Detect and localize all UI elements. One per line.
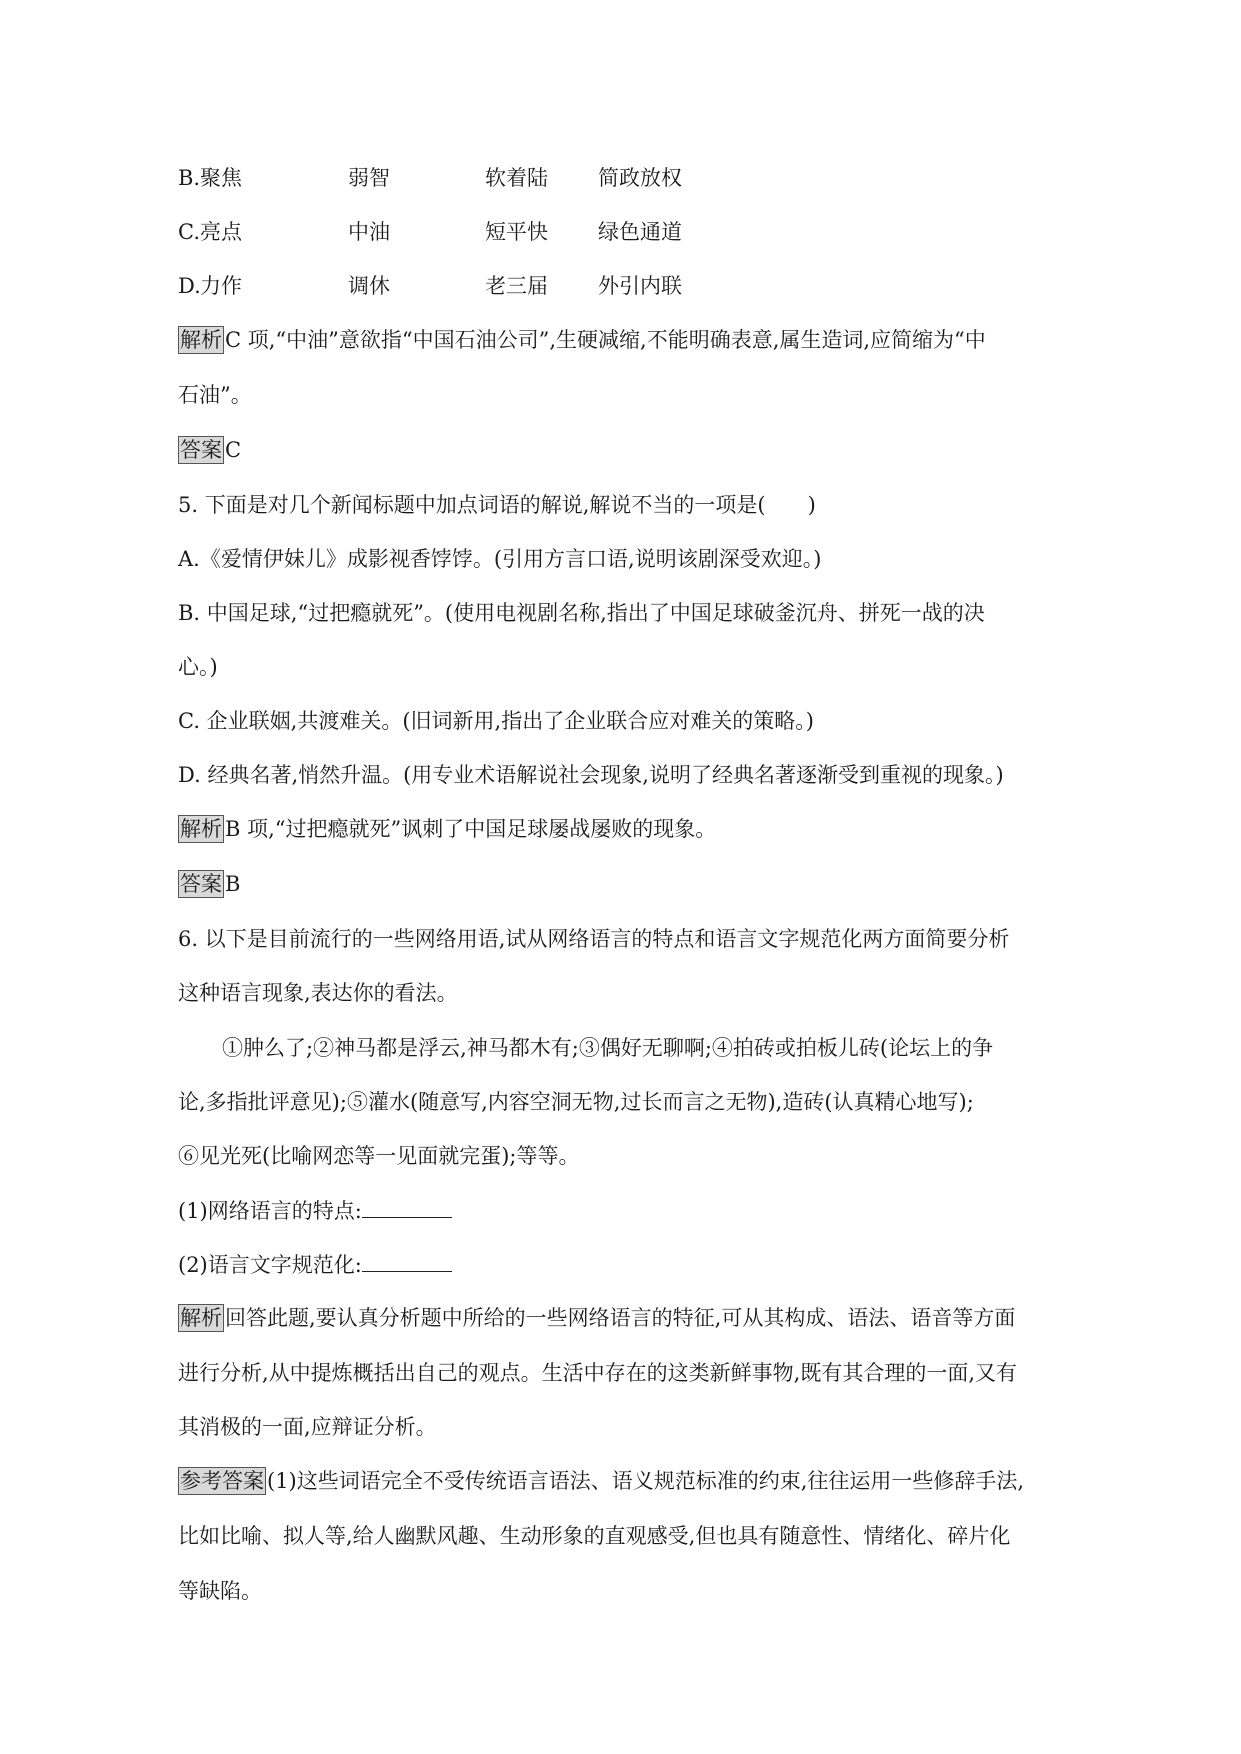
analysis-tag: 解析 bbox=[180, 817, 222, 841]
option-word: 弱智 bbox=[348, 166, 390, 190]
q6-material: ①肿么了;②神马都是浮云,神马都木有;③偶好无聊啊;④拍砖或拍板儿砖(论坛上的争 bbox=[222, 1036, 994, 1060]
option-word: 短平快 bbox=[485, 220, 548, 244]
option-word: 外引内联 bbox=[598, 274, 682, 298]
answer-tag: 答案 bbox=[180, 438, 222, 462]
q6-analysis-line: 进行分析,从中提炼概括出自己的观点。生活中存在的这类新鲜事物,既有其合理的一面,又有 bbox=[178, 1361, 1018, 1385]
q6-analysis-line: 其消极的一面,应辩证分析。 bbox=[178, 1415, 437, 1439]
analysis-text: 回答此题,要认真分析题中所给的一些网络语言的特征,可从其构成、语法、语音等方面 bbox=[225, 1306, 1016, 1330]
option-word: 简政放权 bbox=[598, 166, 682, 190]
analysis-tag: 解析 bbox=[180, 328, 222, 352]
option-word: 老三届 bbox=[485, 274, 548, 298]
q6-stem: 6. 以下是目前流行的一些网络用语,试从网络语言的特点和语言文字规范化两方面简要分析 bbox=[178, 927, 1010, 951]
option-word: 亮点 bbox=[200, 220, 242, 244]
option-word: 中油 bbox=[348, 220, 390, 244]
sub-question-text: (2)语言文字规范化: bbox=[178, 1253, 362, 1277]
analysis-text: 石油”。 bbox=[178, 383, 252, 407]
analysis-tag: 解析 bbox=[180, 1306, 222, 1330]
q5-answer-line bbox=[178, 869, 1078, 899]
q6-stem-cont: 这种语言现象,表达你的看法。 bbox=[178, 981, 458, 1005]
option-word: 聚焦 bbox=[200, 166, 242, 190]
q4-analysis-line bbox=[178, 325, 1078, 355]
q5-option-d: D. 经典名著,悄然升温。(用专业术语解说社会现象,说明了经典名著逐渐受到重视的现象。) bbox=[178, 763, 1004, 787]
q4-analysis-line bbox=[178, 380, 1078, 410]
q6-reference-answer-line: 等缺陷。 bbox=[178, 1579, 262, 1603]
q6-reference-answer-line: 比如比喻、拟人等,给人幽默风趣、生动形象的直观感受,但也具有随意性、情绪化、碎片化 bbox=[178, 1524, 1011, 1548]
option-letter: C. bbox=[178, 220, 200, 244]
reference-answer-text: (1)这些词语完全不受传统语言语法、语义规范标准的约束,往往运用一些修辞手法, bbox=[267, 1469, 1025, 1493]
q6-material: 论,多指批评意见);⑤灌水(随意写,内容空洞无物,过长而言之无物),造砖(认真精心地写); bbox=[178, 1090, 974, 1114]
analysis-text: B 项,“过把瘾就死”讽刺了中国足球屡战屡败的现象。 bbox=[225, 817, 717, 841]
option-letter: B. bbox=[178, 166, 201, 190]
q5-stem: 5. 下面是对几个新闻标题中加点词语的解说,解说不当的一项是( ) bbox=[178, 493, 816, 517]
q5-analysis-line bbox=[178, 814, 1078, 844]
option-letter: D. bbox=[178, 274, 201, 298]
option-word: 调休 bbox=[348, 274, 390, 298]
q6-analysis-line bbox=[178, 1303, 1078, 1333]
answer-value: B bbox=[225, 872, 241, 896]
answer-tag: 答案 bbox=[180, 872, 222, 896]
option-word: 力作 bbox=[200, 274, 242, 298]
reference-answer-tag: 参考答案 bbox=[180, 1469, 264, 1493]
answer-blank[interactable] bbox=[362, 1195, 452, 1218]
q6-sub-question-2 bbox=[178, 1249, 1078, 1280]
answer-value: C bbox=[225, 438, 242, 462]
q5-option-c: C. 企业联姻,共渡难关。(旧词新用,指出了企业联合应对难关的策略。) bbox=[178, 709, 814, 733]
q5-option-b: B. 中国足球,“过把瘾就死”。(使用电视剧名称,指出了中国足球破釜沉舟、拼死一战的决 bbox=[178, 601, 985, 625]
answer-blank[interactable] bbox=[362, 1249, 452, 1272]
analysis-text: C 项,“中油”意欲指“中国石油公司”,生硬减缩,不能明确表意,属生造词,应简缩为“中 bbox=[225, 328, 986, 352]
q6-reference-answer-line bbox=[178, 1466, 1078, 1496]
option-word: 软着陆 bbox=[485, 166, 548, 190]
q5-option-a: A.《爱情伊妹儿》成影视香饽饽。(引用方言口语,说明该剧深受欢迎。) bbox=[178, 547, 822, 571]
q6-material: ⑥见光死(比喻网恋等一见面就完蛋);等等。 bbox=[178, 1144, 580, 1168]
q4-answer-line bbox=[178, 435, 1078, 465]
q5-option-b-cont: 心。) bbox=[178, 655, 218, 679]
q6-sub-question-1 bbox=[178, 1195, 1078, 1226]
sub-question-text: (1)网络语言的特点: bbox=[178, 1199, 362, 1223]
option-word: 绿色通道 bbox=[598, 220, 682, 244]
